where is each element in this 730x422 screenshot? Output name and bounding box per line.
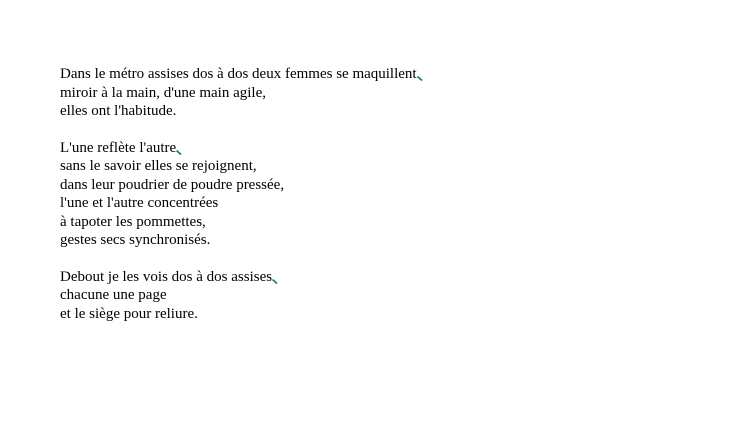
poem-line: miroir à la main, d'une main agile,: [60, 84, 266, 101]
poem-line-text: Debout je les vois dos à dos assises: [60, 268, 273, 285]
poem-line: [60, 139, 417, 158]
poem-line: chacune une page: [60, 287, 167, 303]
poem-line: elles ont l'habitude.: [60, 103, 177, 119]
poem-line: et le siège pour reliure.: [60, 305, 198, 322]
poem-line: sans le savoir elles se rejoignent,: [60, 158, 257, 174]
poem-line: l'une et l'autre concentrées: [60, 195, 219, 211]
poem-line-text: L'une reflète l'autre: [60, 139, 177, 156]
stanza-2: [60, 139, 417, 250]
poem-body: [60, 65, 417, 341]
poem-line: à tapoter les pommettes,: [60, 213, 206, 230]
poem-line: [60, 65, 417, 84]
poem-line-text: Dans le métro assises dos à dos deux femmes se maquillent: [60, 66, 417, 82]
poem-line: dans leur poudrier de poudre pressée,: [60, 176, 285, 193]
poem-line: [60, 268, 417, 287]
stanza-1: [60, 65, 417, 121]
stanza-3: [60, 268, 417, 324]
poem-line: gestes secs synchronisés.: [60, 232, 211, 248]
